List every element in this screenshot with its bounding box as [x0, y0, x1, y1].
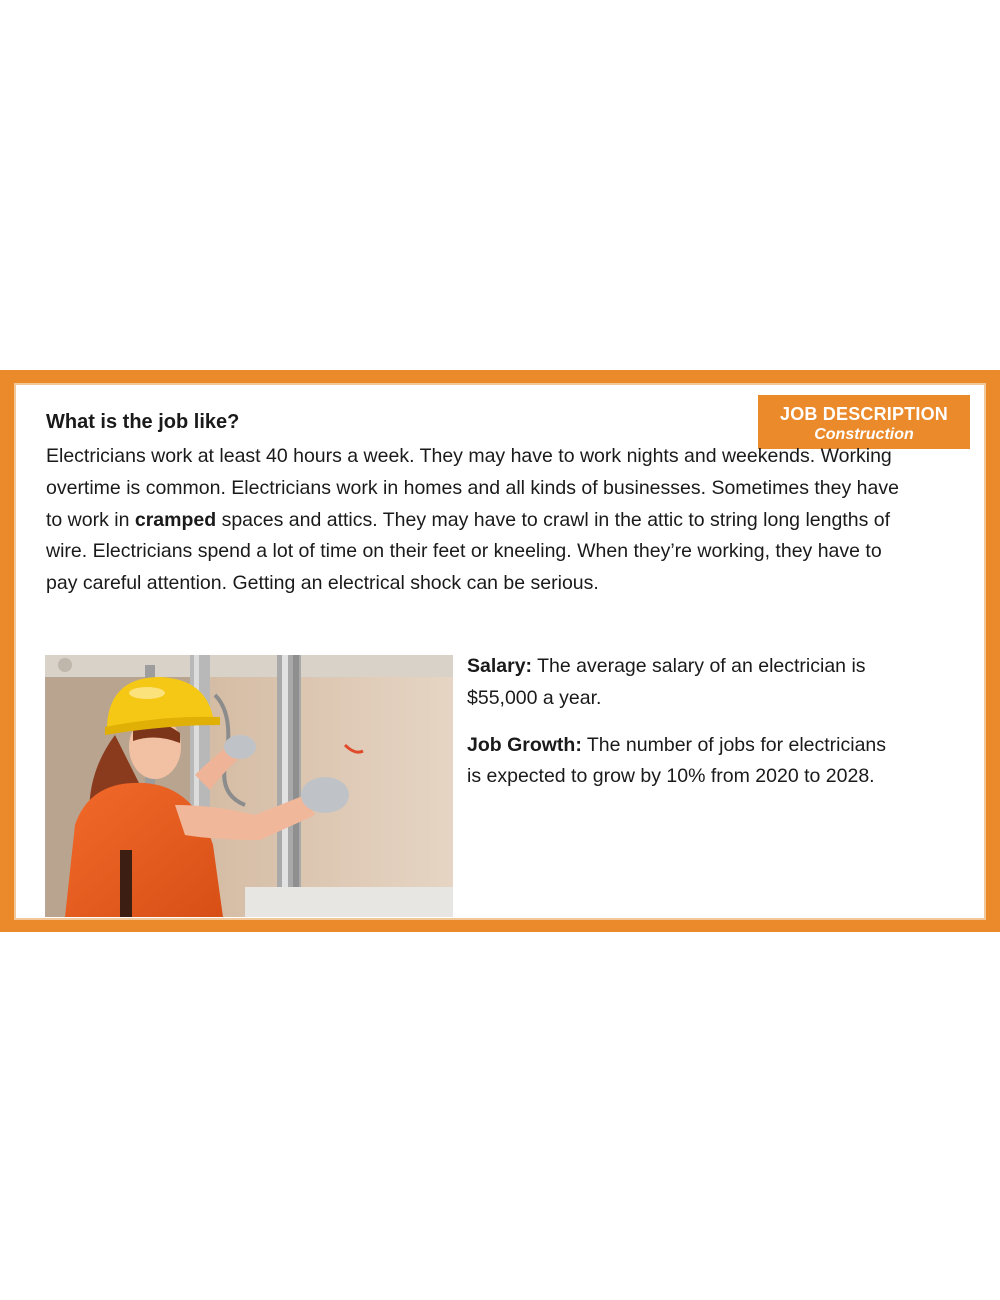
job-growth-text: The number of jobs for electricians is expected to grow by 10% from 2020 to 2028. — [467, 733, 887, 788]
card-content — [14, 383, 986, 920]
section-heading: What is the job like? — [46, 411, 240, 433]
paragraph-text-end: spaces and attics. They may have to crawl in the attic to string long lengths of wire. Electricians spend a lot of time on their feet or kneeling. When they’re working, they have to pay careful attention. Getting an electrical shock can be serious. — [46, 508, 890, 595]
salary-text: The average salary of an electrician is $55,000 a year. — [467, 655, 866, 709]
job-growth-label: Job Growth: — [467, 733, 582, 756]
job-description-card — [0, 370, 1000, 932]
tag-title: JOB DESCRIPTION — [779, 404, 949, 424]
tag-subtitle: Construction — [814, 426, 914, 443]
electrician-photo — [45, 655, 453, 917]
paragraph-bold-word: cramped — [134, 508, 217, 531]
salary-fact — [467, 651, 887, 715]
job-growth-fact — [467, 730, 887, 794]
job-description-paragraph — [46, 441, 906, 600]
job-facts — [467, 651, 887, 808]
salary-label: Salary: — [467, 655, 533, 677]
paragraph-text-start: Electricians work at least 40 hours a week. They may have to work nights and weekends. Working overtime is common. Electricians work in homes and all kinds of businesses. Sometimes they have to work in — [46, 445, 899, 531]
